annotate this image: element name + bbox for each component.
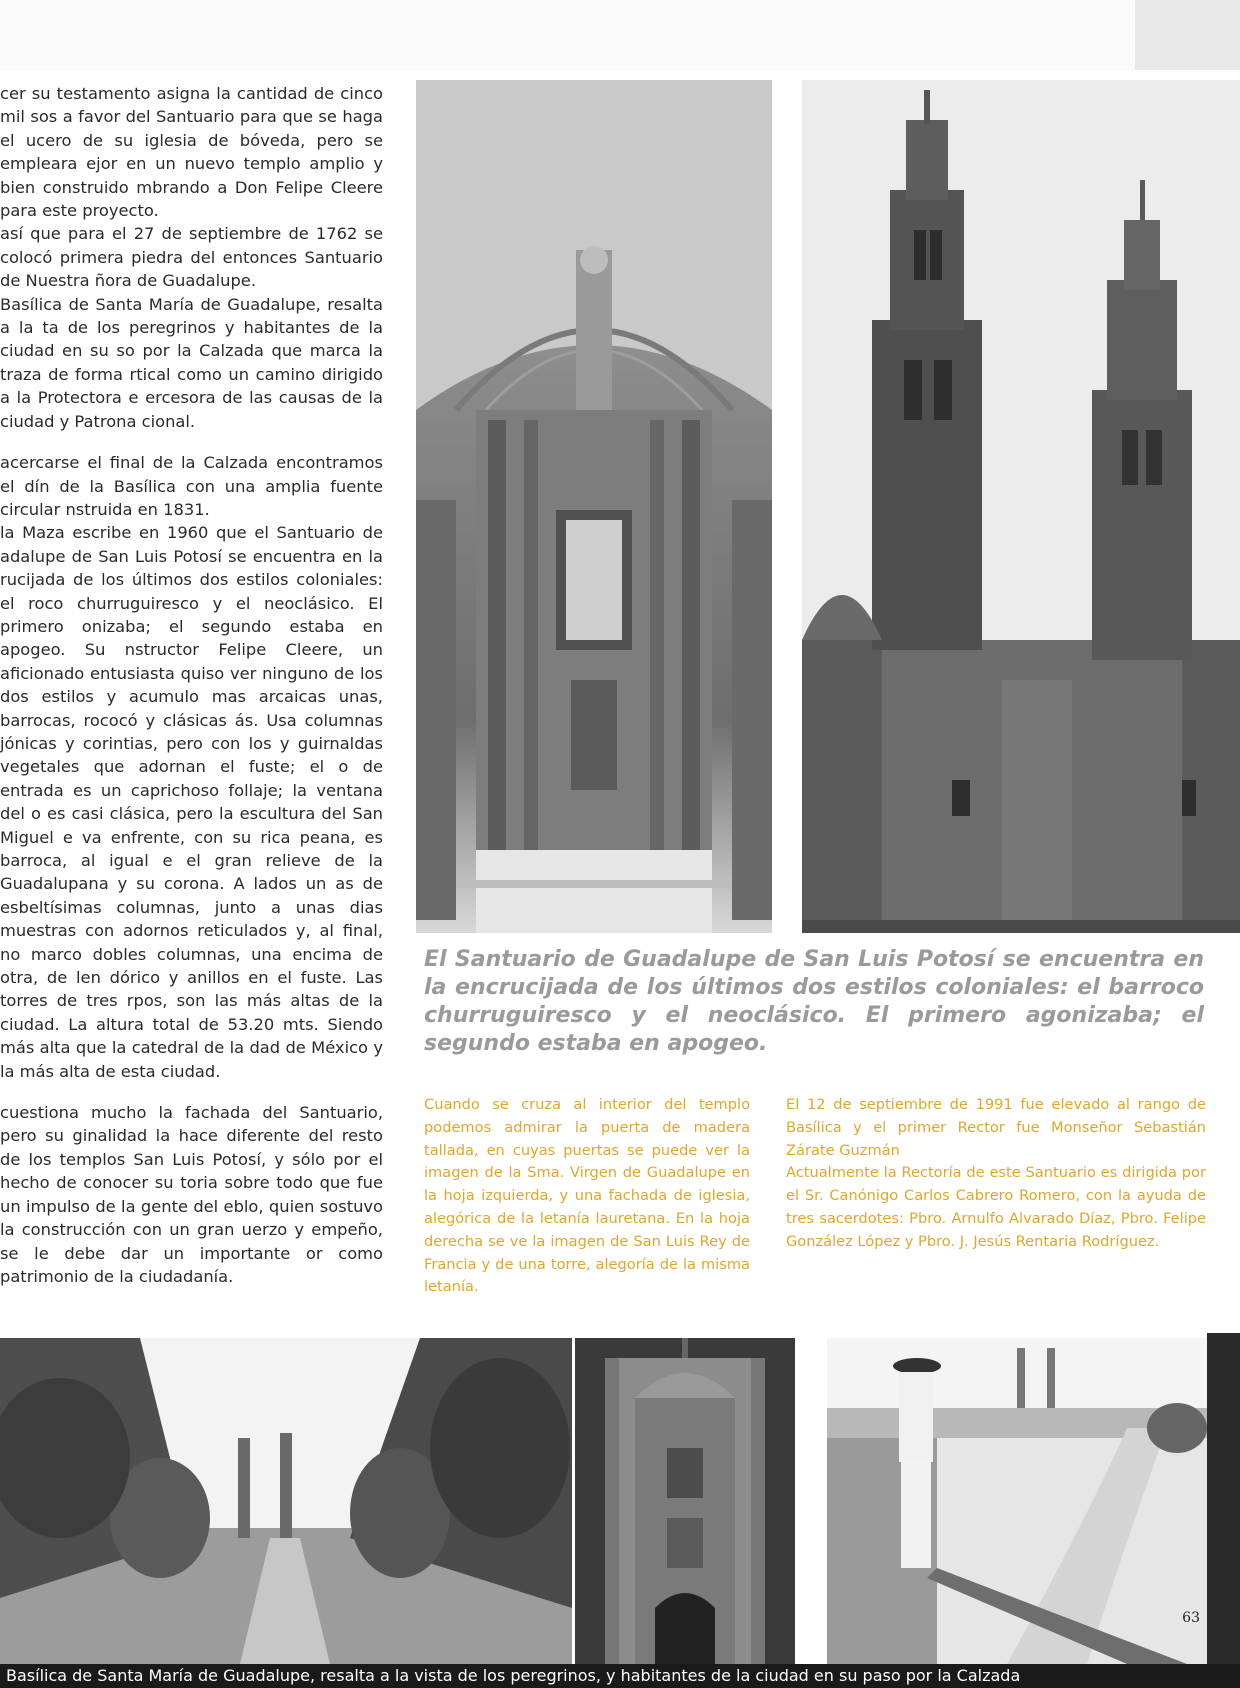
body-paragraph: la Maza escribe en 1960 que el Santuario de adalupe de San Luis Potosí se encuentra en la rucijada de los últimos dos estilos coloniales: el roco churruguiresco y el neoclásico. El primero onizaba; el segundo estaba en apogeo. Su nstructor Felipe Cleere, un aficionado entusiasta quiso ver ninguno de los dos estilos y acumulo mas arcaicas unas, barrocas, rococó y clásicas ás. Usa columnas jónicas y corintias, pero con los y guirnaldas vegetales que adornan el fuste; el o de entrada es un caprichoso follaje; la ventana del o es casi clásica, pero la escultura del San Miguel e va enfrente, con su rica peana, es barroca, al igual e el gran relieve de la Guadalupana y su corona. A lados un as de esbeltísimas columnas, junto a unas dias muestras con adornos reticulados y, al final, no marco dobles columnas, una encima de otra, de len dórico y anillos en el fuste. Las torres de tres rpos, son las más altas de la ciudad. La altura total de 53.20 mts. Siendo más alta que la catedral de la dad de México y la más alta de esta ciudad.	[0, 523, 383, 1081]
body-text-column	[0, 82, 383, 1288]
bottom-caption: Basílica de Santa María de Guadalupe, resalta a la vista de los peregrinos, y habitantes de la ciudad en su paso por la Calzada	[6, 1666, 1021, 1685]
body-paragraph: cuestiona mucho la fachada del Santuario, pero su ginalidad la hace diferente del resto de los templos San Luis Potosí, y sólo por el hecho de conocer su toria sobre todo que fue un impulso de la gente del eblo, quien sostuvo la construcción con un gran uerzo y empeño, se le debe dar un importante or como patrimonio de la ciudadanía.	[0, 1103, 383, 1286]
body-paragraph: Basílica de Santa María de Guadalupe, resalta a la ta de los peregrinos y habitantes de la ciudad en su so por la Calzada que marca la traza de forma rtical como un camino dirigido a la Protectora e ercesora de las causas de la ciudad y Patrona cional.	[0, 294, 383, 431]
body-paragraph: acercarse el final de la Calzada encontramos el dín de la Basílica con una amplia fuente circular nstruida en 1831.	[0, 453, 383, 519]
photo-caption: El Santuario de Guadalupe de San Luis Potosí se encuentra en la encrucijada de los últimos dos estilos coloniales: el barroco churruguiresco y el neoclásico. El primero agonizaba; el segundo estaba en apogeo.	[424, 947, 1204, 1056]
yellow-paragraph: Cuando se cruza al interior del templo podemos admirar la puerta de madera tallada, en cuyas puertas se puede ver la imagen de la Sma. Virgen de Guadalupe en la hoja izquierda, y una fachada de iglesia, alegórica de la letanía lauretana. En la hoja derecha se ve la imagen de San Luis Rey de Francia y de una torre, alegoría de la misma letanía.	[424, 1096, 750, 1296]
santuario-facade-photo	[802, 80, 1240, 933]
basilica-history-text	[786, 1094, 1206, 1254]
calzada-avenue-photo	[0, 1338, 572, 1664]
page-number: 63	[1182, 1610, 1200, 1626]
altar-interior-photo	[416, 80, 772, 933]
yellow-paragraph: Actualmente la Rectoría de este Santuario es dirigida por el Sr. Canónigo Carlos Cabrero Romero, con la ayuda de tres sacerdotes: Pbro. Arnulfo Alvarado Díaz, Pbro. Felipe González López y Pbro. J. Jesús Rentaria Rodríguez.	[786, 1164, 1206, 1250]
door-description-text	[424, 1094, 750, 1299]
page-corner-shadow	[1135, 0, 1240, 70]
page-top-margin	[0, 0, 1240, 70]
pilgrim-road-photo	[827, 1338, 1207, 1664]
body-paragraph: cer su testamento asigna la cantidad de cinco mil sos a favor del Santuario para que se haga el ucero de su iglesia de bóveda, pero se empleara ejor en un nuevo templo amplio y bien construido mbrando a Don Felipe Cleere para este proyecto.	[0, 84, 383, 221]
yellow-paragraph: El 12 de septiembre de 1991 fue elevado al rango de Basílica y el primer Rector fue Monseñor Sebastián Zárate Guzmán	[786, 1096, 1206, 1159]
page-edge-bar	[1207, 1333, 1240, 1664]
body-paragraph: así que para el 27 de septiembre de 1762 se colocó primera piedra del entonces Santuario de Nuestra ñora de Guadalupe.	[0, 224, 383, 291]
facade-detail-photo	[575, 1338, 795, 1664]
